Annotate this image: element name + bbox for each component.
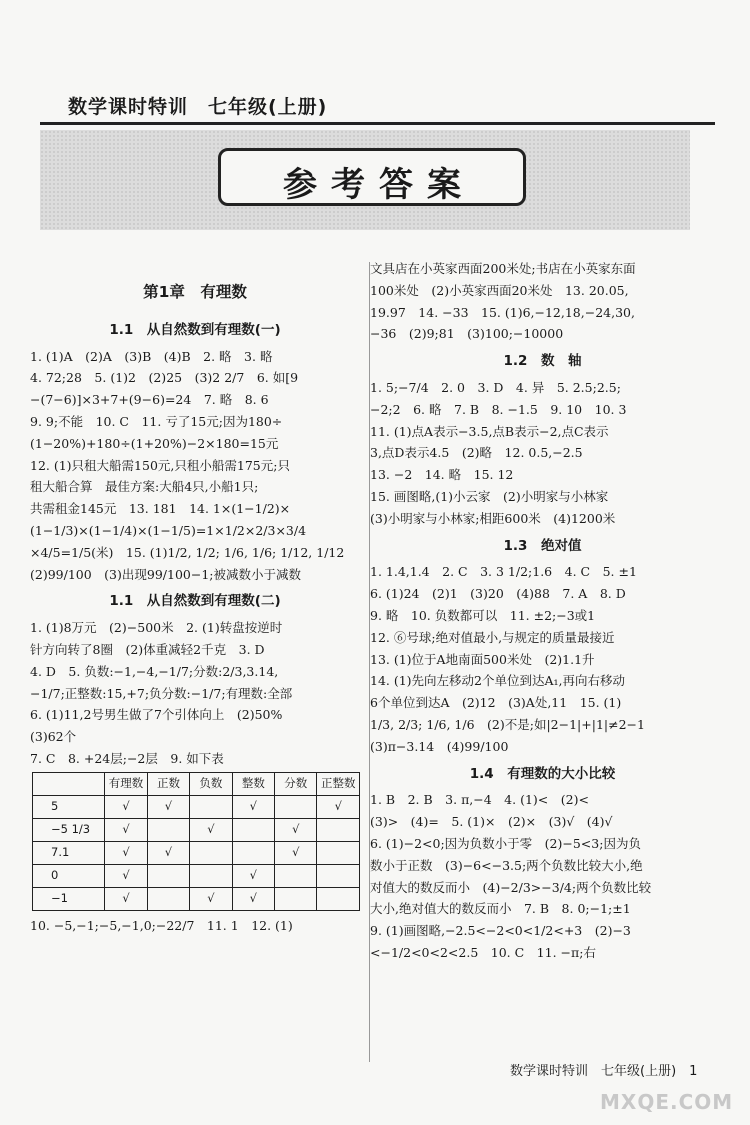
answer-block (30, 346, 360, 586)
table-cell: √ (147, 841, 189, 864)
chapter-title: 第1章 有理数 (143, 283, 247, 301)
table-cell (232, 841, 274, 864)
classification-table (32, 772, 360, 911)
table-cell: 负数 (190, 772, 232, 795)
answer-line: 4. 72;28 5. (1)2 (2)25 (3)2 2/7 6. 如[9 (30, 370, 299, 386)
section-heading: 1.1 从自然数到有理数(二) (109, 593, 281, 610)
table-header-row (33, 772, 360, 795)
table-cell (147, 818, 189, 841)
answer-line: 13. −2 14. 略 15. 12 (370, 467, 514, 483)
table-cell: √ (190, 818, 232, 841)
answer-line: (3)小明家与小林家;相距600米 (4)1200米 (370, 510, 616, 526)
table-cell (317, 818, 360, 841)
row-label: 5 (33, 795, 105, 818)
answer-line: 12. (1)只租大船需150元,只租小船需175元;只 (30, 457, 290, 473)
banner-frame (218, 148, 526, 206)
answer-line: (1−20%)+180÷(1+20%)−2×180=15元 (30, 435, 279, 451)
table-cell (147, 864, 189, 887)
answer-line: 6. (1)11,2号男生做了7个引体向上 (2)50% (30, 707, 283, 723)
table-cell (275, 795, 317, 818)
answer-line: −36 (2)9;81 (3)100;−10000 (370, 326, 564, 342)
answer-line: 9. (1)画图略,−2.5<−2<0<1/2<+3 (2)−3 (370, 923, 631, 939)
table-row (33, 864, 360, 887)
section-heading: 1.4 有理数的大小比较 (469, 765, 616, 782)
answer-line: 9. 略 10. 负数都可以 11. ±2;−3或1 (370, 607, 596, 623)
answer-line: 6个单位到达A (2)12 (3)A处,11 15. (1) (370, 695, 622, 711)
answer-block (370, 258, 715, 345)
table-cell: 整数 (232, 772, 274, 795)
table-cell: 有理数 (105, 772, 147, 795)
banner-title: 参考答案 (283, 165, 475, 205)
answer-line: 租大船合算 最佳方案:大船4只,小船1只; (30, 479, 259, 495)
section-heading: 1.1 从自然数到有理数(一) (109, 321, 281, 338)
table-row (33, 795, 360, 818)
watermark: MXQE.COM (600, 1090, 734, 1114)
answer-line: 12. ⑥号球;绝对值最小,与规定的质量最接近 (370, 629, 615, 645)
table-cell: √ (317, 795, 360, 818)
table-cell: √ (232, 864, 274, 887)
answer-line: 6. (1)24 (2)1 (3)20 (4)88 7. A 8. D (370, 586, 626, 602)
row-label: −5 1/3 (33, 818, 105, 841)
table-cell: √ (275, 841, 317, 864)
answer-line: 13. (1)位于A地南面500米处 (2)1.1升 (370, 651, 595, 667)
table-cell: √ (232, 887, 274, 910)
answer-line: 共需租金145元 13. 181 14. 1×(1−1/2)× (30, 501, 291, 517)
table-cell: √ (105, 841, 147, 864)
answer-line: 15. 画图略,(1)小云家 (2)小明家与小林家 (370, 488, 609, 504)
table-cell (275, 864, 317, 887)
answer-block (370, 561, 715, 757)
answer-line: (1−1/3)×(1−1/4)×(1−1/5)=1×1/2×2/3×3/4 (30, 522, 307, 538)
answer-line: (2)99/100 (3)出现99/100−1;被减数小于减数 (30, 566, 302, 582)
table-cell (317, 887, 360, 910)
section-heading: 1.2 数 轴 (503, 353, 582, 370)
right-column (370, 258, 715, 964)
answer-block (30, 617, 360, 770)
row-label: 7.1 (33, 841, 105, 864)
answer-line: 10. −5,−1;−5,−1,0;−22/7 11. 1 12. (1) (30, 917, 293, 933)
table-cell (317, 841, 360, 864)
table-cell: √ (275, 818, 317, 841)
answer-line: 11. (1)点A表示−3.5,点B表示−2,点C表示 (370, 423, 609, 439)
answer-block (370, 789, 715, 963)
answer-block (370, 377, 715, 530)
answer-line: 6. (1)−2<0;因为负数小于零 (2)−5<3;因为负 (370, 835, 641, 851)
answer-line: 9. 9;不能 10. C 11. 亏了15元;因为180÷ (30, 413, 283, 429)
answer-line: (3)π−3.14 (4)99/100 (370, 738, 509, 754)
answer-line: 1/3, 2/3; 1/6, 1/6 (2)不是;如|2−1|+|1|≠2−1 (370, 716, 645, 732)
table-cell (190, 795, 232, 818)
answer-line: <−1/2<0<2<2.5 10. C 11. −π;右 (370, 944, 596, 960)
answer-line: ×4/5=1/5(米) 15. (1)1/2, 1/2; 1/6, 1/6; 1/12, 1/12 (30, 544, 345, 560)
table-cell (275, 887, 317, 910)
row-label (33, 772, 105, 795)
table-cell: √ (105, 818, 147, 841)
answer-block (30, 915, 360, 937)
answer-line: 19.97 14. −33 15. (1)6,−12,18,−24,30, (370, 304, 635, 320)
answer-line: 针方向转了8圈 (2)体重减轻2千克 3. D (30, 641, 265, 657)
table-cell: √ (105, 864, 147, 887)
book-title: 数学课时特训 七年级(上册) (68, 96, 328, 118)
answer-banner (40, 130, 690, 230)
answer-line: 1. B 2. B 3. π,−4 4. (1)< (2)< (370, 792, 589, 808)
left-column (30, 276, 360, 937)
page-header (40, 88, 715, 126)
answer-line: (3)62个 (30, 729, 77, 745)
answer-line: −(7−6)]×3+7+(9−6)=24 7. 略 8. 6 (30, 392, 269, 408)
answer-line: 对值大的数反而小 (4)−2/3>−3/4;两个负数比较 (370, 879, 652, 895)
answer-line: (3)> (4)= 5. (1)× (2)× (3)√ (4)√ (370, 814, 613, 830)
answer-line: 文具店在小英家西面200米处;书店在小英家东面 (370, 261, 636, 276)
answer-line: 大小,绝对值大的数反而小 7. B 8. 0;−1;±1 (370, 901, 631, 917)
answer-line: 1. (1)8万元 (2)−500米 2. (1)转盘按逆时 (30, 620, 283, 636)
section-heading: 1.3 绝对值 (503, 537, 582, 554)
table-cell: √ (105, 795, 147, 818)
row-label: −1 (33, 887, 105, 910)
answer-line: 1. 5;−7/4 2. 0 3. D 4. 异 5. 2.5;2.5; (370, 379, 621, 395)
answer-line: 1. 1.4,1.4 2. C 3. 3 1/2;1.6 4. C 5. ±1 (370, 564, 637, 580)
table-cell (317, 864, 360, 887)
table-cell (190, 841, 232, 864)
table-row (33, 841, 360, 864)
answer-line: 4. D 5. 负数:−1,−4,−1/7;分数:2/3,3.14, (30, 663, 279, 679)
page-footer: 数学课时特训 七年级(上册) 1 (510, 1064, 698, 1079)
table-cell: 正整数 (317, 772, 360, 795)
answer-line: 14. (1)先向左移动2个单位到达A₁,再向右移动 (370, 673, 626, 689)
row-label: 0 (33, 864, 105, 887)
table-cell: 正数 (147, 772, 189, 795)
answer-line: −2;2 6. 略 7. B 8. −1.5 9. 10 10. 3 (370, 401, 627, 417)
table-cell: 分数 (275, 772, 317, 795)
answer-line: 1. (1)A (2)A (3)B (4)B 2. 略 3. 略 (30, 348, 273, 364)
table-cell (190, 864, 232, 887)
answer-line: 100米处 (2)小英家西面20米处 13. 20.05, (370, 282, 629, 298)
answer-line: 3,点D表示4.5 (2)略 12. 0.5,−2.5 (370, 445, 583, 461)
table-cell: √ (190, 887, 232, 910)
table-cell (232, 818, 274, 841)
table-cell: √ (147, 795, 189, 818)
answer-line: −1/7;正整数:15,+7;负分数:−1/7;有理数:全部 (30, 685, 293, 701)
table-row (33, 818, 360, 841)
header-rule (40, 122, 715, 125)
answer-line: 7. C 8. +24层;−2层 9. 如下表 (30, 750, 224, 766)
table-cell: √ (232, 795, 274, 818)
table-cell: √ (105, 887, 147, 910)
answer-line: 数小于正数 (3)−6<−3.5;两个负数比较大小,绝 (370, 857, 643, 873)
table-cell (147, 887, 189, 910)
table-row (33, 887, 360, 910)
